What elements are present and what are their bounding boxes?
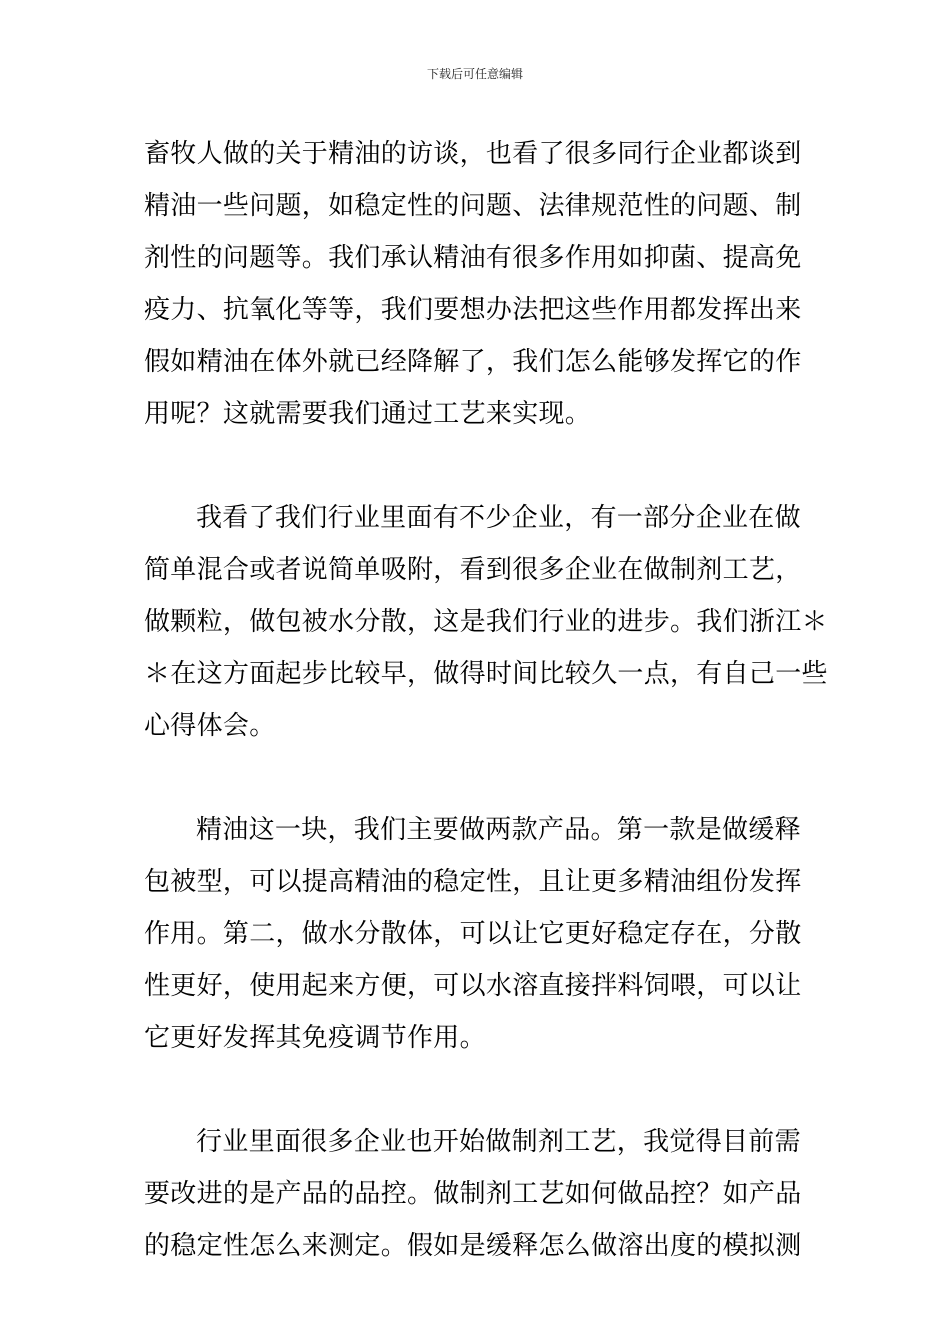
text-line-indented: 行业里面很多企业也开始做制剂工艺，我觉得目前需 [196,1127,801,1157]
document-body [144,128,828,1272]
paragraph-2 [144,492,828,752]
text-line: 作用。第二，做水分散体，可以让它更好稳定存在，分散 [144,919,802,949]
text-line: 要改进的是产品的品控。做制剂工艺如何做品控？如产品 [144,1179,802,1209]
text-line: 用呢？这就需要我们通过工艺来实现。 [144,399,592,429]
text-line-indented: 我看了我们行业里面有不少企业，有一部分企业在做 [196,503,801,533]
text-line: ＊在这方面起步比较早，做得时间比较久一点，有自己一些 [144,659,828,689]
paragraph-4 [144,1116,809,1272]
paragraph-spacer [144,752,809,804]
text-line: 心得体会。 [144,711,276,741]
text-line: 畜牧人做的关于精油的访谈，也看了很多同行企业都谈到 [144,139,802,169]
text-line: 剂性的问题等。我们承认精油有很多作用如抑菌、提高免 [144,243,802,273]
text-line: 的稳定性怎么来测定。假如是缓释怎么做溶出度的模拟测 [144,1231,802,1261]
text-line: 简单混合或者说简单吸附，看到很多企业在做制剂工艺， [144,555,802,585]
text-line: 精油一些问题，如稳定性的问题、法律规范性的问题、制 [144,191,802,221]
page-header: 下载后可任意编辑 [426,67,523,81]
text-line: 疫力、抗氧化等等，我们要想办法把这些作用都发挥出来 [144,295,802,325]
text-line: 假如精油在体外就已经降解了，我们怎么能够发挥它的作 [144,347,802,377]
paragraph-spacer [144,440,809,492]
text-line-indented: 精油这一块，我们主要做两款产品。第一款是做缓释 [196,815,801,845]
text-line: 性更好，使用起来方便，可以水溶直接拌料饲喂，可以让 [144,971,802,1001]
paragraph-spacer [144,1064,809,1116]
text-line: 它更好发挥其免疫调节作用。 [144,1023,486,1053]
paragraph-3 [144,804,809,1064]
paragraph-1 [144,128,809,440]
text-line: 做颗粒，做包被水分散，这是我们行业的进步。我们浙江＊ [144,607,828,637]
text-line: 包被型，可以提高精油的稳定性，且让更多精油组份发挥 [144,867,802,897]
